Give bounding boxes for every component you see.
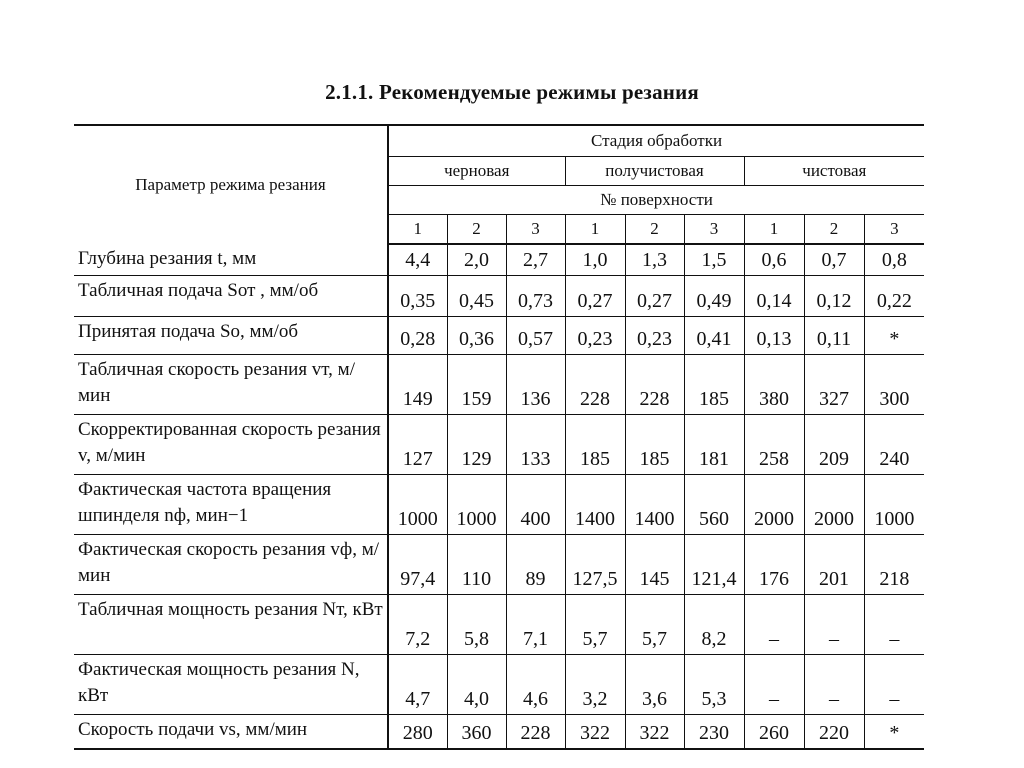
row-value: 1000 — [388, 475, 447, 535]
row-value: 2,0 — [447, 244, 506, 276]
row-value: 300 — [864, 355, 924, 415]
row-value: 181 — [684, 415, 744, 475]
surface-header: № поверхности — [388, 186, 924, 215]
row-value: 3,2 — [565, 655, 625, 715]
row-value: 220 — [804, 715, 864, 750]
row-value: – — [744, 655, 804, 715]
row-parameter-name: Фактическая частота вращения шпинделя nф, мин−1 — [74, 475, 388, 535]
row-value: 0,14 — [744, 276, 804, 317]
row-value: 185 — [684, 355, 744, 415]
stage-finish: чистовая — [744, 157, 924, 186]
surface-number: 1 — [388, 215, 447, 245]
row-value: 2000 — [744, 475, 804, 535]
row-value: 201 — [804, 535, 864, 595]
surface-number: 3 — [864, 215, 924, 245]
table-row — [74, 415, 924, 475]
row-value: 209 — [804, 415, 864, 475]
row-value: 1,5 — [684, 244, 744, 276]
row-value: 121,4 — [684, 535, 744, 595]
row-value: 7,2 — [388, 595, 447, 655]
row-value: 4,4 — [388, 244, 447, 276]
row-value: 0,27 — [625, 276, 684, 317]
row-value: 1400 — [625, 475, 684, 535]
row-value: 2,7 — [506, 244, 565, 276]
page-title: 2.1.1. Рекомендуемые режимы резания — [325, 80, 699, 104]
row-value: 5,8 — [447, 595, 506, 655]
row-value: 0,41 — [684, 317, 744, 355]
surface-number: 2 — [804, 215, 864, 245]
row-value: 2000 — [804, 475, 864, 535]
table-row — [74, 535, 924, 595]
row-value: 0,11 — [804, 317, 864, 355]
surface-number: 1 — [565, 215, 625, 245]
row-value: 0,73 — [506, 276, 565, 317]
row-parameter-name: Скорость подачи vs, мм/мин — [74, 715, 388, 750]
row-value: 0,27 — [565, 276, 625, 317]
row-value: 129 — [447, 415, 506, 475]
surface-number: 1 — [744, 215, 804, 245]
table-row — [74, 715, 924, 750]
row-value: 0,49 — [684, 276, 744, 317]
row-value: 145 — [625, 535, 684, 595]
row-parameter-name: Фактическая скорость резания vф, м/мин — [74, 535, 388, 595]
row-value: – — [744, 595, 804, 655]
row-value: 280 — [388, 715, 447, 750]
row-value: 7,1 — [506, 595, 565, 655]
row-value: 0,28 — [388, 317, 447, 355]
row-value: 1000 — [447, 475, 506, 535]
row-value: 228 — [506, 715, 565, 750]
row-value: 0,36 — [447, 317, 506, 355]
row-value: 360 — [447, 715, 506, 750]
row-value: 149 — [388, 355, 447, 415]
row-value: 228 — [625, 355, 684, 415]
row-value: 176 — [744, 535, 804, 595]
row-value: * — [864, 715, 924, 750]
row-value: 110 — [447, 535, 506, 595]
row-value: 400 — [506, 475, 565, 535]
row-value: – — [864, 655, 924, 715]
surface-number: 3 — [506, 215, 565, 245]
row-value: 159 — [447, 355, 506, 415]
stage-rough: черновая — [388, 157, 565, 186]
table-row — [74, 355, 924, 415]
row-parameter-name: Принятая подача Sо, мм/об — [74, 317, 388, 355]
param-header: Параметр режима резания — [74, 125, 388, 244]
row-value: 8,2 — [684, 595, 744, 655]
table-row — [74, 655, 924, 715]
row-value: 0,45 — [447, 276, 506, 317]
row-value: – — [804, 595, 864, 655]
row-value: 136 — [506, 355, 565, 415]
row-value: 185 — [625, 415, 684, 475]
row-value: 0,7 — [804, 244, 864, 276]
table-row — [74, 475, 924, 535]
surface-number: 2 — [447, 215, 506, 245]
surface-number: 2 — [625, 215, 684, 245]
row-parameter-name: Табличная мощность резания Nт, кВт — [74, 595, 388, 655]
table-row — [74, 276, 924, 317]
row-value: 327 — [804, 355, 864, 415]
row-value: 5,7 — [625, 595, 684, 655]
row-value: 260 — [744, 715, 804, 750]
row-value: 4,0 — [447, 655, 506, 715]
stage-semifinish: получистовая — [565, 157, 744, 186]
table-row — [74, 595, 924, 655]
row-value: 218 — [864, 535, 924, 595]
row-value: 3,6 — [625, 655, 684, 715]
row-parameter-name: Табличная подача Sот , мм/об — [74, 276, 388, 317]
row-value: 127 — [388, 415, 447, 475]
row-value: 0,35 — [388, 276, 447, 317]
row-value: 1,3 — [625, 244, 684, 276]
stage-header: Стадия обработки — [388, 125, 924, 157]
row-value: 4,6 — [506, 655, 565, 715]
row-value: 0,57 — [506, 317, 565, 355]
row-parameter-name: Глубина резания t, мм — [74, 244, 388, 276]
row-value: 127,5 — [565, 535, 625, 595]
row-value: 97,4 — [388, 535, 447, 595]
cutting-modes-table — [74, 124, 924, 750]
row-value: 322 — [565, 715, 625, 750]
row-value: 4,7 — [388, 655, 447, 715]
row-value: 1,0 — [565, 244, 625, 276]
row-parameter-name: Фактическая мощность резания N, кВт — [74, 655, 388, 715]
row-value: 0,8 — [864, 244, 924, 276]
row-value: – — [804, 655, 864, 715]
row-value: 133 — [506, 415, 565, 475]
row-value: 322 — [625, 715, 684, 750]
row-value: * — [864, 317, 924, 355]
row-parameter-name: Табличная скорость резания vт, м/мин — [74, 355, 388, 415]
row-parameter-name: Скорректированная скорость резания v, м/мин — [74, 415, 388, 475]
row-value: 0,23 — [565, 317, 625, 355]
row-value: 380 — [744, 355, 804, 415]
row-value: 0,23 — [625, 317, 684, 355]
row-value: 240 — [864, 415, 924, 475]
row-value: 0,13 — [744, 317, 804, 355]
row-value: 0,22 — [864, 276, 924, 317]
row-value: 5,7 — [565, 595, 625, 655]
row-value: 258 — [744, 415, 804, 475]
row-value: 0,12 — [804, 276, 864, 317]
row-value: 228 — [565, 355, 625, 415]
row-value: 89 — [506, 535, 565, 595]
row-value: 0,6 — [744, 244, 804, 276]
row-value: – — [864, 595, 924, 655]
row-value: 5,3 — [684, 655, 744, 715]
table-row — [74, 244, 924, 276]
row-value: 230 — [684, 715, 744, 750]
row-value: 185 — [565, 415, 625, 475]
row-value: 560 — [684, 475, 744, 535]
row-value: 1400 — [565, 475, 625, 535]
surface-number: 3 — [684, 215, 744, 245]
table-row — [74, 317, 924, 355]
row-value: 1000 — [864, 475, 924, 535]
